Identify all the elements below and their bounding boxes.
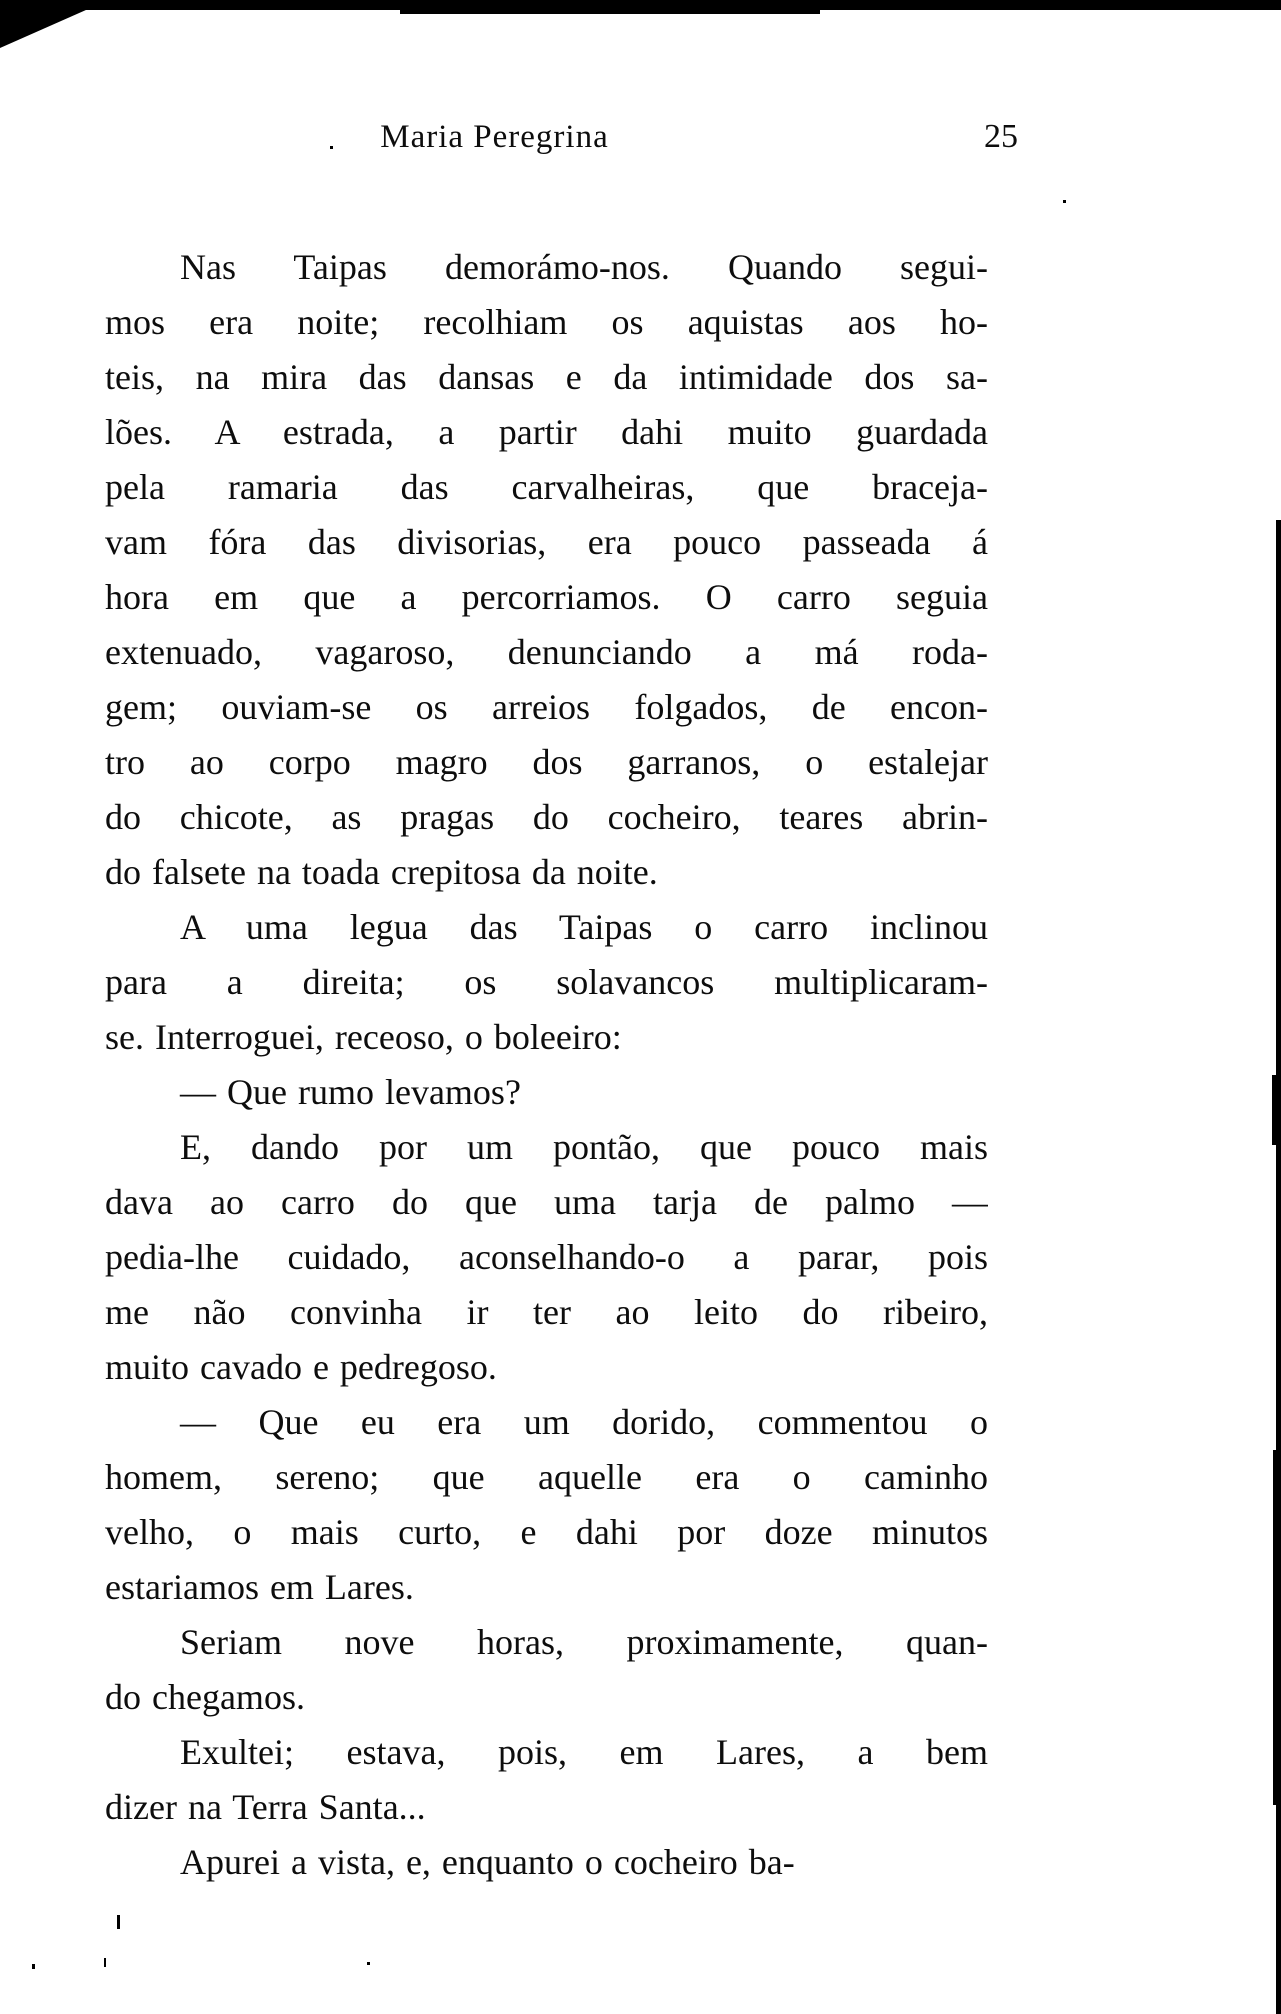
text-line: lões. A estrada, a partir dahi muito guardada bbox=[105, 412, 988, 452]
scan-speckle bbox=[104, 1958, 106, 1967]
paragraph bbox=[105, 1725, 988, 1835]
page-header bbox=[105, 112, 1018, 162]
scan-speckle bbox=[330, 146, 333, 149]
text-line: pedia-lhe cuidado, aconselhando-o a parar, pois bbox=[105, 1237, 988, 1277]
text-line: dizer na Terra Santa... bbox=[105, 1787, 426, 1827]
text-line: — Que eu era um dorido, commentou o bbox=[180, 1402, 988, 1442]
paragraph bbox=[105, 1395, 988, 1615]
text-line: hora em que a percorriamos. O carro seguia bbox=[105, 577, 988, 617]
paragraph bbox=[105, 900, 988, 1065]
page-body bbox=[105, 240, 988, 1890]
page-number: 25 bbox=[984, 118, 1018, 155]
paragraph bbox=[105, 1065, 988, 1120]
text-line: dava ao carro do que uma tarja de palmo — bbox=[105, 1182, 988, 1222]
paragraph bbox=[105, 240, 988, 900]
text-line: se. Interroguei, receoso, o boleeiro: bbox=[105, 1017, 622, 1057]
text-line: tro ao corpo magro dos garranos, o estalejar bbox=[105, 742, 988, 782]
text-line: do chegamos. bbox=[105, 1677, 305, 1717]
text-line: Seriam nove horas, proximamente, quan- bbox=[180, 1622, 988, 1662]
text-line: velho, o mais curto, e dahi por doze minutos bbox=[105, 1512, 988, 1552]
scan-artifact-right-blob bbox=[1273, 1450, 1281, 1805]
text-line: Exultei; estava, pois, em Lares, a bem bbox=[180, 1732, 988, 1772]
scan-speckle bbox=[367, 1962, 370, 1965]
scan-speckle bbox=[1063, 200, 1066, 203]
text-line: gem; ouviam-se os arreios folgados, de encon- bbox=[105, 687, 988, 727]
scan-speckle bbox=[32, 1964, 35, 1969]
text-line: A uma legua das Taipas o carro inclinou bbox=[180, 907, 988, 947]
text-line: homem, sereno; que aquelle era o caminho bbox=[105, 1457, 988, 1497]
text-line: me não convinha ir ter ao leito do ribeiro, bbox=[105, 1292, 988, 1332]
text-line: estariamos em Lares. bbox=[105, 1567, 414, 1607]
text-line: pela ramaria das carvalheiras, que braceja- bbox=[105, 467, 988, 507]
running-title: Maria Peregrina bbox=[380, 119, 609, 155]
scan-speckle bbox=[117, 1915, 120, 1929]
text-line: do falsete na toada crepitosa da noite. bbox=[105, 852, 658, 892]
paragraph bbox=[105, 1120, 988, 1395]
paragraph bbox=[105, 1615, 988, 1725]
text-line: — Que rumo levamos? bbox=[180, 1072, 521, 1112]
text-line: Apurei a vista, e, enquanto o cocheiro ba- bbox=[180, 1842, 795, 1882]
text-line: extenuado, vagaroso, denunciando a má roda- bbox=[105, 632, 988, 672]
scan-artifact-corner-blob bbox=[0, 6, 95, 48]
text-line: para a direita; os solavancos multiplicaram- bbox=[105, 962, 988, 1002]
text-line: teis, na mira das dansas e da intimidade dos sa- bbox=[105, 357, 988, 397]
text-line: Nas Taipas demorámo-nos. Quando segui- bbox=[180, 247, 988, 287]
paragraph bbox=[105, 1835, 988, 1890]
scan-artifact-right-blob bbox=[1272, 1075, 1281, 1145]
text-line: muito cavado e pedregoso. bbox=[105, 1347, 497, 1387]
text-line: do chicote, as pragas do cocheiro, teares abrin- bbox=[105, 797, 988, 837]
text-line: E, dando por um pontão, que pouco mais bbox=[180, 1127, 988, 1167]
scan-artifact-top-edge-thick bbox=[400, 0, 820, 14]
text-line: vam fóra das divisorias, era pouco passeada á bbox=[105, 522, 988, 562]
text-line: mos era noite; recolhiam os aquistas aos ho- bbox=[105, 302, 988, 342]
